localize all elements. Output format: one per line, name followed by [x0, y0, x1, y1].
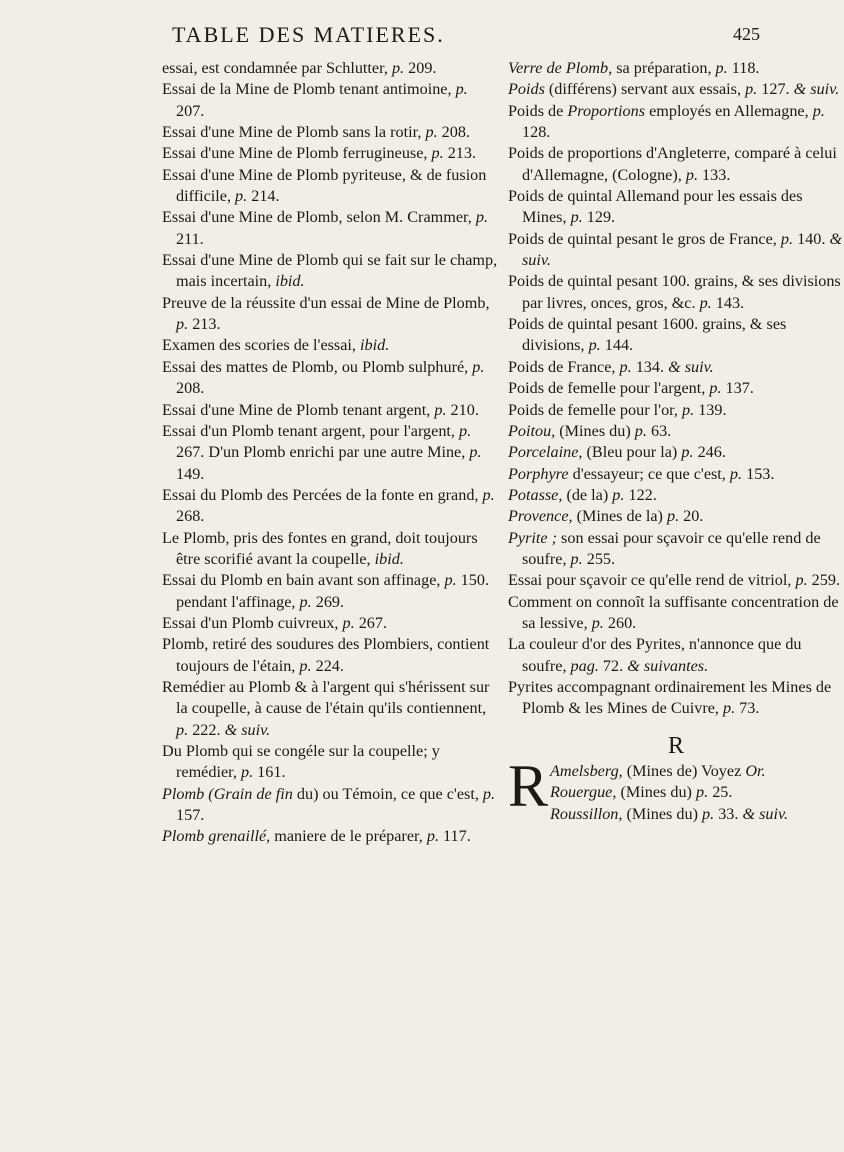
entry-text-run: p.: [240, 763, 254, 782]
entry-text-run: ibid.: [275, 272, 305, 291]
entry-text-run: 129.: [582, 208, 616, 227]
index-entry: [162, 250, 498, 293]
entry-text-run: 210.: [446, 400, 479, 419]
index-entry: [162, 293, 498, 336]
entry-text-run: (Mines du): [616, 783, 696, 802]
index-entry: [162, 570, 498, 613]
entry-text-run: pag.: [570, 656, 599, 675]
entry-text-run: Comment on connoît la suffisante concentration de sa lessive,: [508, 592, 839, 632]
index-entry: [162, 677, 498, 741]
entry-text-run: 161.: [253, 763, 286, 782]
entry-text-run: Poids de quintal pesant le gros de France,: [508, 229, 781, 248]
index-entry: [162, 826, 498, 847]
index-entry: [508, 314, 844, 357]
entry-text-run: 122.: [624, 485, 657, 504]
entry-text-run: essai, est condamnée par Schlutter,: [162, 59, 392, 77]
entry-text-run: 149.: [176, 464, 205, 483]
entry-text-run: p.: [444, 571, 457, 590]
entry-text-run: Essai du Plomb en bain avant son affinage,: [162, 571, 445, 590]
entry-text-run: 157.: [176, 806, 205, 825]
index-entry: [162, 421, 498, 485]
entry-text-run: p.: [299, 656, 312, 675]
entry-text-run: 224.: [311, 656, 344, 675]
entry-text-run: Poids de France,: [508, 357, 620, 376]
index-entry-text: [550, 805, 788, 823]
entry-text-run: 222.: [188, 720, 225, 739]
entry-text-run: 140.: [793, 229, 830, 248]
entry-text-run: 33.: [714, 804, 743, 823]
index-entry: [508, 442, 844, 463]
entry-text-run: Poids de femelle pour l'or,: [508, 400, 682, 419]
index-entry: [508, 570, 844, 591]
entry-text-run: p.: [745, 80, 758, 99]
entry-text-run: p.: [591, 613, 604, 632]
entry-text-run: 268.: [176, 507, 205, 526]
entry-text-run: Or.: [745, 762, 766, 780]
entry-text-run: 208.: [437, 123, 470, 142]
entry-text-run: p.: [176, 720, 189, 739]
entry-text-run: 269.: [311, 592, 345, 611]
entry-text-run: p.: [431, 144, 444, 163]
entry-text-run: Poitou,: [508, 421, 556, 440]
entry-text-run: p.: [482, 784, 496, 803]
entry-text-run: & suivantes.: [627, 656, 709, 675]
index-entry: [508, 421, 844, 442]
entry-text-run: p.: [681, 443, 694, 462]
index-entry: [162, 122, 498, 143]
entry-text-run: Poids de quintal pesant 100. grains, & ses divisions par livres, onces, gros, &c.: [508, 272, 841, 312]
entry-text-run: p.: [299, 592, 312, 611]
entry-text-run: & suiv.: [522, 229, 843, 270]
entry-text-run: p.: [235, 187, 248, 206]
index-entry: [162, 335, 498, 356]
entry-text-run: Le Plomb, pris des fontes en grand, doit toujours être scorifié avant la coupelle,: [162, 528, 478, 568]
entry-text-run: Potasse,: [508, 485, 563, 504]
entry-text-run: p.: [469, 443, 482, 462]
entry-text-run: & suiv.: [668, 357, 714, 376]
entry-text-run: p.: [426, 827, 439, 846]
entry-text-run: 213.: [443, 144, 477, 163]
index-entry: [162, 143, 498, 164]
entry-text-run: Essai d'une Mine de Plomb qui se fait sur le champ, mais incertain,: [162, 251, 498, 291]
entry-text-run: 153.: [742, 464, 775, 483]
entry-text-run: Poids de quintal Allemand pour les essais des Mines,: [508, 187, 803, 227]
index-entry: [162, 784, 498, 827]
entry-text-run: 143.: [711, 293, 745, 312]
entry-text-run: p.: [588, 336, 601, 355]
index-entry: [508, 400, 844, 421]
entry-text-run: La couleur d'or des Pyrites, n'annonce que du soufre,: [508, 635, 802, 675]
entry-text-run: p.: [696, 783, 709, 802]
entry-text-run: 72.: [598, 656, 628, 675]
entry-text-run: son essai pour sçavoir ce qu'elle rend de soufre,: [522, 528, 821, 568]
entry-text-run: Remédier au Plomb & à l'argent qui s'hérissent sur la coupelle, à cause de l'étain qu'ils contiennent,: [162, 677, 490, 718]
entry-text-run: p.: [425, 123, 438, 142]
entry-text-run: p.: [715, 59, 728, 77]
entry-text-run: 128.: [522, 123, 551, 142]
index-entry: [162, 357, 498, 400]
entry-text-run: p.: [729, 464, 743, 483]
entry-text-run: Essai de la Mine de Plomb tenant antimoine,: [162, 80, 456, 99]
index-entry: [508, 229, 844, 272]
entry-text-run: d'essayeur; ce que c'est,: [568, 464, 730, 483]
entry-text-run: Poids de proportions d'Angleterre, comparé à celui d'Allemagne, (Cologne),: [508, 144, 837, 184]
entry-text-run: Poids: [508, 80, 545, 99]
entry-text-run: Provence,: [508, 507, 573, 526]
entry-text-run: (Mines de) Voyez: [622, 762, 746, 780]
entry-text-run: Poids de quintal pesant 1600. grains, & ses divisions,: [508, 315, 787, 355]
entry-text-run: du) ou Témoin, ce que c'est,: [296, 784, 483, 803]
entry-text-run: Poids de: [508, 101, 568, 120]
index-column-right: [508, 58, 844, 825]
index-entry: [162, 400, 498, 421]
index-entry: [162, 741, 498, 784]
index-entry: [162, 58, 498, 79]
index-entry: [508, 79, 844, 100]
entry-text-run: Plomb grenaillé,: [162, 827, 271, 846]
entry-text-run: Proportions: [567, 101, 646, 120]
entry-text-run: p.: [455, 80, 468, 99]
entry-text-run: & suiv.: [793, 80, 840, 99]
index-entry: [508, 634, 844, 677]
entry-text-run: p.: [176, 315, 189, 334]
entry-text-run: 25.: [708, 783, 733, 802]
index-entry: [162, 207, 498, 250]
index-entry: [508, 485, 844, 506]
entry-text-run: 144.: [600, 336, 634, 355]
entry-text-run: p.: [699, 293, 712, 312]
entry-text-run: Preuve de la réussite d'un essai de Mine de Plomb,: [162, 293, 490, 312]
entry-text-run: Essai d'une Mine de Plomb, selon M. Crammer,: [162, 208, 476, 227]
index-entry: [162, 613, 498, 634]
index-entry: [508, 528, 844, 571]
entry-text-run: sa préparation,: [612, 59, 716, 77]
entry-text-run: p.: [612, 485, 625, 504]
entry-text-run: p.: [702, 804, 715, 823]
entry-text-run: 246.: [693, 443, 726, 462]
entry-text-run: (de la): [562, 485, 613, 504]
running-head-title: TABLE DES MATIERES.: [172, 22, 445, 47]
entry-text-run: 127.: [757, 80, 794, 99]
entry-text-run: Essai des mattes de Plomb, ou Plomb sulphuré,: [162, 357, 473, 376]
index-entry: [162, 528, 498, 571]
entry-text-run: (Mines du): [622, 804, 703, 823]
entry-text-run: 150. pendant l'affinage,: [176, 571, 489, 611]
entry-text-run: p.: [472, 357, 485, 376]
entry-text-run: Essai du Plomb des Percées de la fonte en grand,: [162, 485, 483, 504]
entry-text-run: Essai d'un Plomb tenant argent, pour l'argent,: [162, 421, 460, 440]
entry-text-run: 134.: [631, 357, 669, 376]
index-entry: [508, 464, 844, 485]
entry-text-run: p.: [722, 699, 736, 718]
entry-text-run: Essai d'une Mine de Plomb sans la rotir,: [162, 123, 426, 142]
entry-text-run: 211.: [176, 229, 204, 248]
entry-text-run: Pyrites accompagnant ordinairement les Mines de Plomb & les Mines de Cuivre,: [508, 677, 832, 718]
index-entry: [508, 271, 844, 314]
index-entry: [162, 485, 498, 528]
entry-text-run: maniere de le préparer,: [270, 827, 427, 846]
index-entry: [508, 186, 844, 229]
index-entry: [508, 101, 844, 144]
entry-text-run: (Mines du): [555, 421, 635, 440]
entry-text-run: Porcelaine,: [508, 443, 583, 462]
index-entry: [508, 592, 844, 635]
entry-text-run: (Bleu pour la): [582, 443, 682, 462]
entry-text-run: 133.: [698, 165, 731, 184]
index-entry: [162, 634, 498, 677]
entry-text-run: Essai d'une Mine de Plomb tenant argent,: [162, 400, 435, 419]
section-letter: R: [667, 732, 684, 759]
entry-text-run: p.: [342, 613, 355, 632]
index-column-left: [162, 58, 498, 848]
entry-text-run: p.: [475, 208, 488, 227]
index-entry-text: [550, 783, 732, 801]
entry-text-run: Essai d'une Mine de Plomb pyriteuse, & de fusion difficile,: [162, 165, 487, 206]
entry-text-run: 20.: [679, 507, 704, 526]
entry-text-run: 259.: [807, 571, 840, 590]
entry-text-run: p.: [619, 357, 632, 376]
entry-text-run: p.: [780, 229, 794, 248]
index-entry: [162, 165, 498, 208]
entry-text-run: 207.: [176, 101, 205, 120]
entry-text-run: 255.: [582, 549, 616, 568]
drop-cap-letter: R: [508, 753, 549, 819]
entry-text-run: Verre de Plomb,: [508, 59, 613, 77]
entry-text-run: p.: [570, 208, 583, 227]
entry-text-run: employés en Allemagne,: [645, 101, 813, 120]
entry-text-run: Amelsberg,: [550, 762, 623, 780]
entry-text-run: ibid.: [360, 336, 390, 355]
index-entry: [508, 357, 844, 378]
entry-text-run: p.: [682, 400, 695, 419]
entry-text-run: Poids de femelle pour l'argent,: [508, 379, 710, 398]
entry-text-run: 118.: [727, 59, 760, 77]
entry-text-run: 137.: [721, 379, 754, 398]
entry-text-run: & suiv.: [224, 720, 271, 739]
index-entry: [508, 506, 844, 527]
entry-text-run: p.: [482, 485, 495, 504]
entry-text-run: 214.: [247, 187, 280, 206]
entry-text-run: 208.: [176, 379, 205, 398]
page-number: 425: [733, 24, 760, 44]
entry-text-run: Roussillon,: [550, 804, 623, 823]
entry-text-run: p.: [434, 400, 447, 419]
index-entry: [508, 378, 844, 399]
entry-text-run: 139.: [694, 400, 727, 419]
entry-text-run: Essai d'un Plomb cuivreux,: [162, 613, 343, 632]
entry-text-run: Essai pour sçavoir ce qu'elle rend de vitriol,: [508, 571, 796, 590]
entry-text-run: Plomb (Grain de fin: [162, 784, 297, 803]
entry-text-run: & suiv.: [742, 804, 789, 823]
entry-text-run: 209.: [404, 59, 437, 77]
index-entry: [508, 143, 844, 186]
entry-text-run: 117.: [438, 827, 471, 846]
entry-text-run: p.: [812, 101, 825, 120]
entry-text-run: 63.: [646, 421, 672, 440]
entry-text-run: p.: [634, 421, 647, 440]
entry-text-run: (Mines de la): [572, 507, 667, 526]
entry-text-run: p.: [666, 507, 680, 526]
entry-text-run: Porphyre: [508, 464, 569, 483]
entry-text-run: 73.: [735, 699, 760, 718]
entry-text-run: Examen des scories de l'essai,: [162, 336, 361, 355]
entry-text-run: p.: [709, 379, 722, 398]
entry-text-run: 260.: [603, 613, 637, 632]
index-entry-dropcap: [508, 753, 844, 825]
entry-text-run: p.: [570, 549, 583, 568]
entry-text-run: Essai d'une Mine de Plomb ferrugineuse,: [162, 144, 432, 163]
entry-text-run: Rouergue,: [550, 783, 617, 802]
entry-text-run: 267.: [354, 613, 388, 632]
entry-text-run: p.: [391, 59, 405, 77]
entry-text-run: Plomb, retiré des soudures des Plombiers, contient toujours de l'étain,: [162, 635, 490, 675]
entry-text-run: p.: [795, 571, 808, 590]
entry-text-run: ibid.: [374, 549, 404, 568]
index-entry: [508, 677, 844, 720]
index-entry-text: [550, 762, 766, 780]
entry-text-run: Du Plomb qui se congéle sur la coupelle; y remédier,: [162, 742, 440, 782]
entry-text-run: p.: [685, 165, 698, 184]
entry-text-run: Pyrite ;: [508, 528, 557, 547]
entry-text-run: (différens) servant aux essais,: [544, 80, 746, 99]
index-entry: [508, 58, 844, 79]
index-entry: [162, 79, 498, 122]
entry-text-run: 267. D'un Plomb enrichi par une autre Mine,: [176, 443, 470, 462]
entry-text-run: p.: [459, 421, 472, 440]
entry-text-run: 213.: [188, 315, 221, 334]
index-entries-right: [508, 58, 844, 720]
running-head: [172, 22, 760, 54]
